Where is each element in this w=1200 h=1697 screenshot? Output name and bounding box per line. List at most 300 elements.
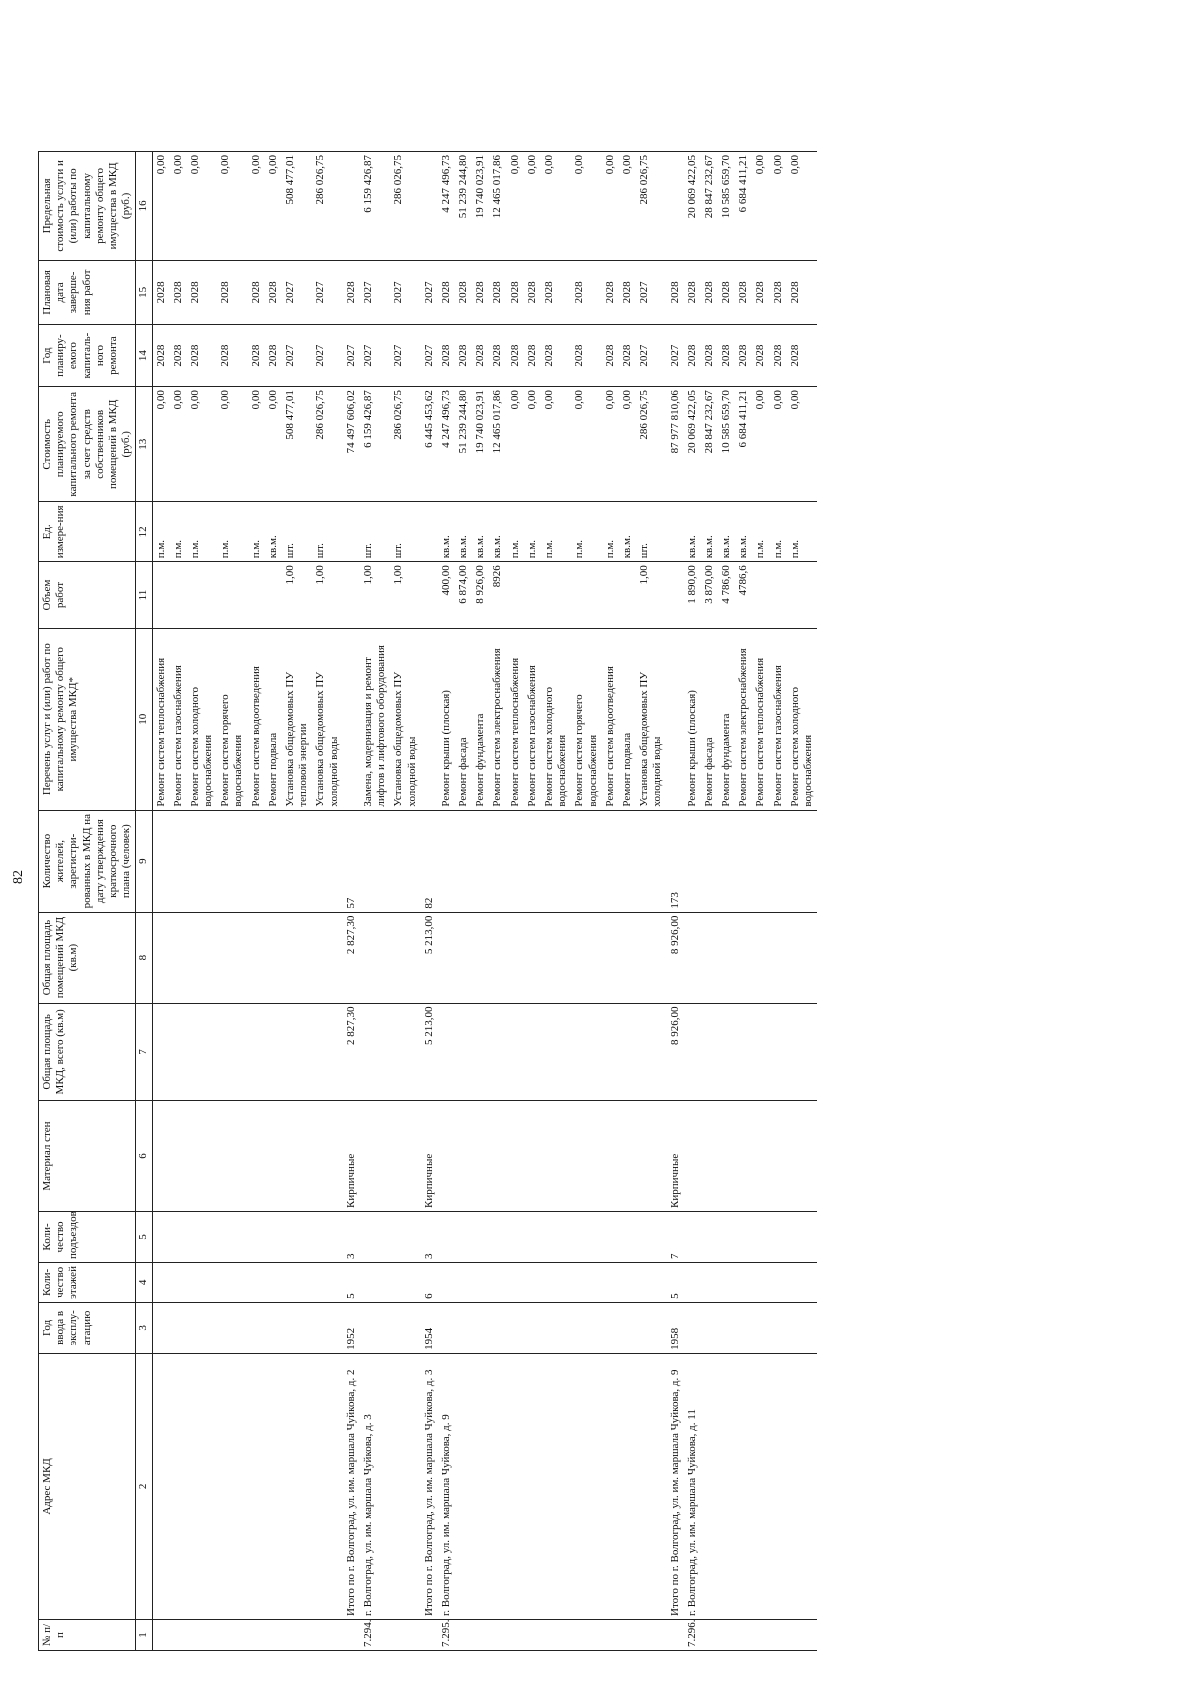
table-cell: 2028 [735, 260, 752, 324]
table-cell [187, 1101, 217, 1212]
header-col-1: № п/п [39, 1619, 136, 1650]
table-cell: 2027 [421, 260, 438, 324]
table-cell [217, 1211, 247, 1262]
table-cell: 2028 [752, 325, 769, 387]
table-cell: Ремонт систем водоотведения [248, 628, 265, 810]
table-cell [684, 1101, 701, 1212]
table-cell: 2028 [472, 260, 489, 324]
table-cell [787, 810, 817, 912]
table-cell [152, 1619, 170, 1650]
table-row [489, 152, 506, 1651]
table-cell [187, 1302, 217, 1353]
table-row [735, 152, 752, 1651]
table-cell: 20 069 422,05 [684, 387, 701, 502]
table-cell: 0,00 [787, 387, 817, 502]
table-cell: п.м. [507, 502, 524, 562]
table-cell: Ремонт систем электроснабжения [735, 628, 752, 810]
table-cell [602, 562, 619, 629]
table-cell [718, 810, 735, 912]
table-cell: 6 684 411,21 [735, 152, 752, 261]
table-cell [489, 912, 506, 1003]
table-cell: кв.м. [735, 502, 752, 562]
table-cell: 2028 [718, 260, 735, 324]
table-cell [282, 810, 312, 912]
table-cell [752, 1302, 769, 1353]
table-cell: 2027 [360, 325, 390, 387]
table-cell: п.м. [602, 502, 619, 562]
table-cell [524, 810, 541, 912]
table-cell [248, 1353, 265, 1619]
table-cell [312, 1101, 342, 1212]
table-cell [312, 1619, 342, 1650]
table-cell: 0,00 [217, 152, 247, 261]
table-cell [170, 1619, 187, 1650]
table-cell [170, 1353, 187, 1619]
table-cell: п.м. [571, 502, 601, 562]
table-cell: кв.м. [265, 502, 282, 562]
table-row [312, 152, 342, 1651]
table-row [187, 152, 217, 1651]
table-cell: кв.м. [718, 502, 735, 562]
table-cell [571, 1003, 601, 1101]
table-cell: 2028 [152, 325, 170, 387]
table-cell: шт. [636, 502, 666, 562]
table-cell: Установка общедомовых ПУ холодной воды [312, 628, 342, 810]
table-cell [770, 562, 787, 629]
table-row [472, 152, 489, 1651]
table-cell [438, 912, 455, 1003]
table-cell [636, 1262, 666, 1302]
table-cell: 51 239 244,80 [455, 387, 472, 502]
table-cell [602, 810, 619, 912]
table-cell [718, 1353, 735, 1619]
table-cell: 3 870,00 [701, 562, 718, 629]
table-row [684, 152, 701, 1651]
table-cell [248, 1302, 265, 1353]
table-cell [455, 1101, 472, 1212]
table-cell: Ремонт подвала [265, 628, 282, 810]
table-cell: 4786,6 [735, 562, 752, 629]
table-cell [524, 912, 541, 1003]
table-row [507, 152, 524, 1651]
table-cell: 0,00 [571, 387, 601, 502]
table-cell [524, 1302, 541, 1353]
table-cell [541, 1003, 571, 1101]
header-col-9: Количество жителей, зарегистри-рованных в МКД на дату утверждения краткосрочного плана (человек) [39, 810, 136, 912]
table-cell: 0,00 [507, 152, 524, 261]
table-cell [265, 1302, 282, 1353]
table-cell [735, 1003, 752, 1101]
table-cell: Замена, модернизация и ремонт лифтов и лифтового оборудования [360, 628, 390, 810]
table-cell: Ремонт систем холодного водоснабжения [187, 628, 217, 810]
table-cell: 0,00 [217, 387, 247, 502]
table-cell [787, 1302, 817, 1353]
table-cell [390, 1302, 420, 1353]
table-cell: Ремонт подвала [619, 628, 636, 810]
table-cell [170, 1302, 187, 1353]
repair-plan-table [38, 151, 817, 1651]
table-cell [571, 1211, 601, 1262]
table-cell [507, 1353, 524, 1619]
table-cell: 0,00 [541, 387, 571, 502]
table-cell: 0,00 [170, 387, 187, 502]
table-cell: 87 977 810,06 [667, 387, 684, 502]
table-cell: 2028 [489, 260, 506, 324]
table-cell [636, 1302, 666, 1353]
table-cell [265, 810, 282, 912]
table-cell [455, 1262, 472, 1302]
table-cell: 82 [421, 810, 438, 912]
table-cell: Ремонт фасада [455, 628, 472, 810]
table-cell [472, 1211, 489, 1262]
table-cell: 2028 [170, 260, 187, 324]
table-cell [248, 1211, 265, 1262]
table-cell [390, 1003, 420, 1101]
table-cell [602, 1619, 619, 1650]
table-cell [438, 1003, 455, 1101]
table-cell: 5 213,00 [421, 1003, 438, 1101]
table-cell: Ремонт систем теплоснабжения [507, 628, 524, 810]
table-cell: 2028 [170, 325, 187, 387]
table-row [619, 152, 636, 1651]
table-cell [507, 1101, 524, 1212]
table-cell [541, 912, 571, 1003]
table-cell [602, 912, 619, 1003]
table-cell [343, 502, 360, 562]
table-cell [390, 1619, 420, 1650]
table-cell [438, 1302, 455, 1353]
table-cell [735, 1302, 752, 1353]
table-row [421, 152, 438, 1651]
table-cell [187, 1003, 217, 1101]
table-cell [667, 628, 684, 810]
table-cell [472, 1619, 489, 1650]
table-cell [524, 1262, 541, 1302]
table-cell: 2028 [265, 260, 282, 324]
table-cell [455, 1211, 472, 1262]
table-cell: 6 445 453,62 [421, 387, 438, 502]
table-cell [619, 1353, 636, 1619]
table-cell: 2028 [752, 260, 769, 324]
table-cell: Кирпичные [343, 1101, 360, 1212]
table-cell: 2028 [524, 325, 541, 387]
table-cell: Ремонт систем газоснабжения [524, 628, 541, 810]
table-cell [455, 1302, 472, 1353]
table-cell: 0,00 [524, 152, 541, 261]
table-cell: 2 827,30 [343, 912, 360, 1003]
table-cell [507, 810, 524, 912]
table-cell [438, 1211, 455, 1262]
table-cell: 2028 [602, 260, 619, 324]
table-cell: 6 159 426,87 [360, 152, 390, 261]
table-cell: 2027 [390, 260, 420, 324]
table-cell [787, 1101, 817, 1212]
table-cell [390, 912, 420, 1003]
table-cell [752, 1619, 769, 1650]
table-cell: 3 [343, 1211, 360, 1262]
table-cell [360, 1211, 390, 1262]
table-cell [787, 1262, 817, 1302]
table-cell [701, 1003, 718, 1101]
table-cell [187, 810, 217, 912]
table-cell: кв.м. [455, 502, 472, 562]
table-cell: 1,00 [390, 562, 420, 629]
table-cell: п.м. [770, 502, 787, 562]
table-cell: 0,00 [752, 387, 769, 502]
table-cell [312, 1211, 342, 1262]
table-cell [390, 810, 420, 912]
table-cell [507, 562, 524, 629]
table-cell [787, 1003, 817, 1101]
table-cell: Ремонт систем холодного водоснабжения [541, 628, 571, 810]
table-cell: 3 [421, 1211, 438, 1262]
table-cell [770, 1211, 787, 1262]
table-cell: Кирпичные [421, 1101, 438, 1212]
table-cell: 2027 [636, 260, 666, 324]
table-cell: 2028 [787, 260, 817, 324]
table-cell [524, 1003, 541, 1101]
table-cell: шт. [360, 502, 390, 562]
table-cell [489, 1101, 506, 1212]
table-cell: 2027 [312, 260, 342, 324]
table-cell [265, 562, 282, 629]
table-cell: 2028 [667, 260, 684, 324]
table-cell: 6 874,00 [455, 562, 472, 629]
table-cell [619, 912, 636, 1003]
table-cell [701, 1101, 718, 1212]
table-cell: 0,00 [265, 152, 282, 261]
table-cell [455, 810, 472, 912]
table-cell [187, 1619, 217, 1650]
table-cell: 0,00 [770, 387, 787, 502]
table-row [438, 152, 455, 1651]
table-cell [718, 1211, 735, 1262]
table-cell [787, 1353, 817, 1619]
table-cell [343, 152, 360, 261]
table-cell: п.м. [187, 502, 217, 562]
table-cell [489, 1211, 506, 1262]
table-cell [787, 562, 817, 629]
table-cell [524, 1353, 541, 1619]
table-cell: 2028 [571, 260, 601, 324]
table-cell: 2027 [360, 260, 390, 324]
table-cell: Ремонт систем холодного водоснабжения [787, 628, 817, 810]
table-cell [390, 1353, 420, 1619]
table-cell [152, 1211, 170, 1262]
table-cell [312, 810, 342, 912]
table-cell: 0,00 [248, 152, 265, 261]
table-cell: 2028 [343, 260, 360, 324]
table-cell [360, 810, 390, 912]
table-cell [602, 1211, 619, 1262]
table-cell [282, 1302, 312, 1353]
table-cell [701, 810, 718, 912]
table-cell [752, 810, 769, 912]
table-cell: Установка общедомовых ПУ тепловой энергии [282, 628, 312, 810]
table-cell [541, 1353, 571, 1619]
table-cell [217, 1353, 247, 1619]
table-cell: 4 247 496,73 [438, 152, 455, 261]
table-cell: 2027 [421, 325, 438, 387]
table-row [152, 152, 170, 1651]
table-cell [636, 1619, 666, 1650]
table-cell: 1,00 [360, 562, 390, 629]
table-cell [489, 1353, 506, 1619]
table-cell: кв.м. [619, 502, 636, 562]
table-cell [752, 1353, 769, 1619]
table-cell: 0,00 [248, 387, 265, 502]
table-row [701, 152, 718, 1651]
table-cell [187, 912, 217, 1003]
table-cell [248, 912, 265, 1003]
header-col-4: Коли-чество этажей [39, 1262, 136, 1302]
table-cell [248, 1619, 265, 1650]
table-cell: 4 786,60 [718, 562, 735, 629]
table-cell [718, 1003, 735, 1101]
table-cell: кв.м. [684, 502, 701, 562]
table-cell: Итого по г. Волгоград, ул. им. маршала Чуйкова, д. 2 [343, 1353, 360, 1619]
table-cell [541, 562, 571, 629]
table-cell: шт. [282, 502, 312, 562]
table-cell [421, 1619, 438, 1650]
table-cell: п.м. [152, 502, 170, 562]
table-cell: 2027 [390, 325, 420, 387]
table-cell: 173 [667, 810, 684, 912]
table-cell [684, 1262, 701, 1302]
table-cell [770, 1302, 787, 1353]
table-cell: Ремонт систем теплоснабжения [752, 628, 769, 810]
table-cell [571, 1619, 601, 1650]
table-cell: 8 926,00 [667, 1003, 684, 1101]
table-cell [438, 810, 455, 912]
table-cell: 0,00 [602, 387, 619, 502]
table-cell [472, 1262, 489, 1302]
table-cell [489, 1262, 506, 1302]
table-cell [571, 912, 601, 1003]
table-cell: 10 585 659,70 [718, 152, 735, 261]
table-cell [170, 810, 187, 912]
table-cell [684, 1003, 701, 1101]
table-cell: кв.м. [438, 502, 455, 562]
table-cell [619, 1619, 636, 1650]
table-cell [217, 562, 247, 629]
table-cell [152, 912, 170, 1003]
table-cell [602, 1302, 619, 1353]
table-cell [636, 912, 666, 1003]
table-cell [701, 1211, 718, 1262]
table-cell [217, 1619, 247, 1650]
table-cell [667, 562, 684, 629]
table-cell [718, 1619, 735, 1650]
table-cell [701, 1262, 718, 1302]
table-cell [787, 1211, 817, 1262]
table-cell [541, 1619, 571, 1650]
table-cell [619, 1211, 636, 1262]
table-cell: 7 [667, 1211, 684, 1262]
table-cell [360, 1101, 390, 1212]
table-row [248, 152, 265, 1651]
table-cell: 2027 [636, 325, 666, 387]
header-col-11: Объем работ [39, 562, 136, 629]
table-cell [421, 562, 438, 629]
table-cell [718, 912, 735, 1003]
table-cell [152, 1003, 170, 1101]
table-cell: 2028 [248, 260, 265, 324]
table-row [265, 152, 282, 1651]
table-cell [187, 1211, 217, 1262]
table-cell: 20 069 422,05 [684, 152, 701, 261]
table-cell [217, 810, 247, 912]
table-cell [752, 562, 769, 629]
table-cell: 1,00 [282, 562, 312, 629]
table-cell: п.м. [787, 502, 817, 562]
table-cell [217, 1003, 247, 1101]
table-cell [770, 1262, 787, 1302]
table-cell [187, 562, 217, 629]
table-cell [217, 1262, 247, 1302]
table-cell [507, 1302, 524, 1353]
table-row [282, 152, 312, 1651]
table-cell: 6 [421, 1262, 438, 1302]
table-cell: Ремонт систем горячего водоснабжения [571, 628, 601, 810]
table-cell [507, 1619, 524, 1650]
table-cell: 2028 [524, 260, 541, 324]
table-cell [507, 912, 524, 1003]
table-cell: 2028 [701, 325, 718, 387]
table-cell: 2028 [684, 260, 701, 324]
table-cell: Ремонт крыши (плоская) [684, 628, 701, 810]
table-cell: 2028 [507, 325, 524, 387]
table-cell [701, 912, 718, 1003]
table-cell [360, 912, 390, 1003]
table-cell [701, 1619, 718, 1650]
table-cell [312, 1353, 342, 1619]
table-cell: 7.295. [438, 1619, 455, 1650]
table-cell [636, 1003, 666, 1101]
table-cell [507, 1003, 524, 1101]
header-col-15: Плановая дата заверше-ния работ [39, 260, 136, 324]
table-cell [770, 810, 787, 912]
table-row [752, 152, 769, 1651]
table-cell [701, 1353, 718, 1619]
table-cell: 6 159 426,87 [360, 387, 390, 502]
table-cell [248, 562, 265, 629]
table-cell [265, 1262, 282, 1302]
table-cell: 2028 [541, 260, 571, 324]
table-cell [390, 1211, 420, 1262]
table-cell [217, 1101, 247, 1212]
table-cell: 2027 [282, 260, 312, 324]
table-cell [541, 1101, 571, 1212]
table-cell [602, 1353, 619, 1619]
table-cell [735, 1619, 752, 1650]
table-cell [619, 562, 636, 629]
table-cell [571, 1101, 601, 1212]
table-cell: 1 890,00 [684, 562, 701, 629]
table-cell [455, 1353, 472, 1619]
table-cell: 51 239 244,80 [455, 152, 472, 261]
table-cell [701, 1302, 718, 1353]
table-cell [438, 1101, 455, 1212]
table-cell: Ремонт фундамента [718, 628, 735, 810]
table-cell: 0,00 [152, 152, 170, 261]
header-col-6: Материал стен [39, 1101, 136, 1212]
table-cell [282, 1262, 312, 1302]
table-cell: 5 213,00 [421, 912, 438, 1003]
table-cell: 0,00 [787, 152, 817, 261]
table-cell: 2028 [507, 260, 524, 324]
table-cell: 0,00 [619, 387, 636, 502]
